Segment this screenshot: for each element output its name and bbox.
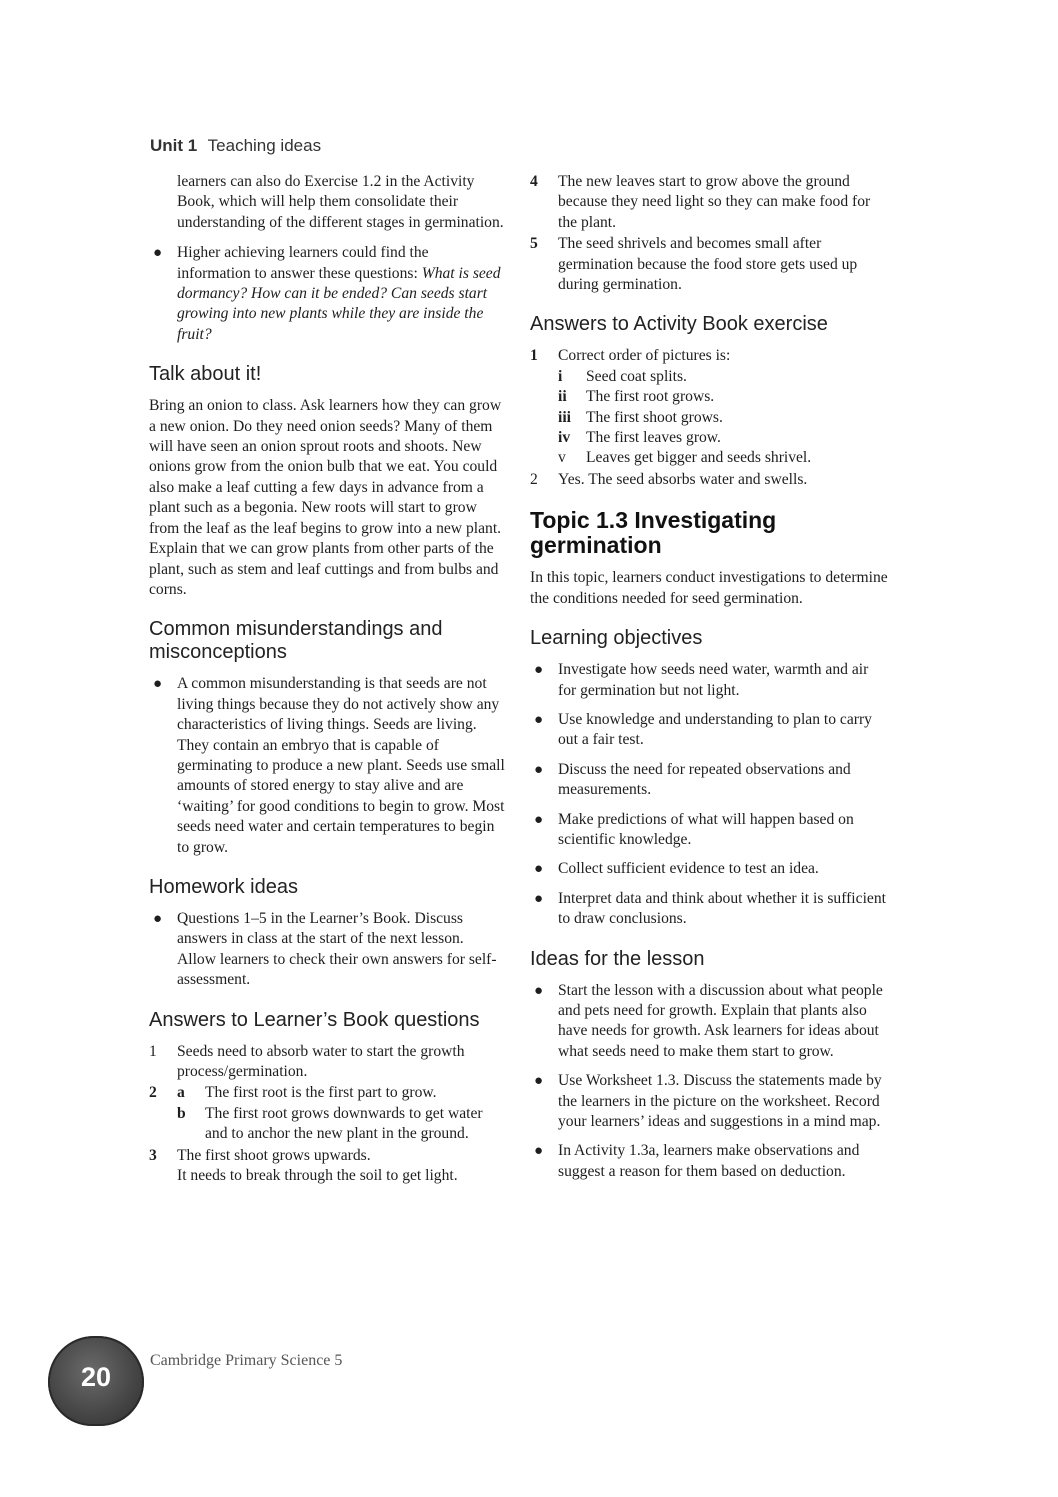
- running-head: [150, 136, 321, 156]
- answer-letter: a: [177, 1084, 185, 1102]
- answer-number: 5: [530, 235, 538, 253]
- objective-text: Investigate how seeds need water, warmth and air for germination but not light.: [558, 661, 869, 699]
- list-item: [149, 674, 505, 858]
- list-item: [149, 1042, 505, 1083]
- answer-number: 2: [149, 1084, 157, 1102]
- picture-order-list: [558, 367, 890, 469]
- answer-text: Correct order of pictures is:: [558, 347, 731, 365]
- list-item: [530, 660, 890, 701]
- topic-intro: In this topic, learners conduct investigations to determine the conditions needed for seed germination.: [530, 569, 888, 607]
- answer-number: 4: [530, 173, 538, 190]
- answer-sublist: [177, 1083, 505, 1144]
- page-number: 20: [80, 1362, 112, 1392]
- ideas-list: [530, 981, 890, 1183]
- homework-heading: Homework ideas: [149, 875, 298, 898]
- answers-lb-continued: [530, 172, 890, 295]
- intro-continuation: learners can also do Exercise 1.2 in the Activity Book, which will help them consolidate their understanding of the different stages in germination.: [177, 173, 504, 231]
- misconceptions-heading: Common misunderstandings and misconceptions: [149, 618, 443, 664]
- list-item: [530, 810, 890, 851]
- objective-text: Discuss the need for repeated observations and measurements.: [558, 760, 851, 799]
- bullet-icon: ●: [534, 811, 544, 828]
- answer-text: The first root is the first part to grow.: [205, 1084, 437, 1102]
- bullet-icon: ●: [153, 676, 163, 693]
- objective-text: Collect sufficient evidence to test an idea.: [558, 860, 819, 878]
- bullet-icon: ●: [534, 890, 544, 907]
- idea-text: In Activity 1.3a, learners make observations and suggest a reason for them based on deduction.: [558, 1142, 860, 1180]
- page-number-badge: [48, 1336, 144, 1426]
- answer-text: The first root grows downwards to get water and to anchor the new plant in the ground.: [205, 1104, 483, 1143]
- answer-text: Seed coat splits.: [586, 367, 687, 385]
- list-item: [530, 710, 890, 751]
- ideas-heading: Ideas for the lesson: [530, 947, 705, 970]
- list-item: [177, 1104, 505, 1145]
- answer-number: 2: [530, 470, 538, 488]
- list-item: [558, 367, 890, 387]
- left-column: [149, 172, 505, 1194]
- answers-ab-list: [530, 346, 890, 490]
- roman-numeral: iii: [558, 408, 571, 426]
- list-item: [530, 889, 890, 930]
- list-item: [558, 428, 890, 448]
- list-item: [530, 859, 890, 879]
- answers-lb-heading: Answers to Learner’s Book questions: [149, 1008, 480, 1031]
- homework-text: Questions 1–5 in the Learner’s Book. Discuss answers in class at the start of the next lesson. Allow learners to check their own answers for self-assessment.: [177, 909, 497, 989]
- unit-subtitle: Teaching ideas: [207, 136, 322, 155]
- answers-ab-heading: Answers to Activity Book exercise: [530, 313, 828, 336]
- answer-text: The first shoot grows upwards.: [177, 1146, 371, 1164]
- bullet-icon: ●: [534, 1073, 544, 1090]
- bullet-icon: ●: [534, 761, 544, 778]
- list-item: [530, 346, 890, 468]
- bullet-icon: ●: [153, 245, 163, 262]
- objective-text: Use knowledge and understanding to plan to carry out a fair test.: [558, 710, 872, 749]
- misconceptions-text: A common misunderstanding is that seeds are not living things because they do not actively show any characteristics of living things. Seeds are living. They contain an embryo that is capable of germinating to produce a new plant. Seeds use small amounts of stored energy to stay alive and are ‘waiting’ for good conditions to begin to grow. Most seeds need water and certain temperatures to begin to grow.: [177, 675, 505, 856]
- objective-text: Interpret data and think about whether it is sufficient to draw conclusions.: [558, 889, 886, 928]
- list-item: [530, 470, 890, 490]
- roman-numeral: v: [558, 449, 566, 467]
- list-item: [149, 909, 505, 991]
- answer-number: 1: [149, 1042, 157, 1060]
- list-item: [530, 234, 890, 295]
- answer-text: Leaves get bigger and seeds shrivel.: [586, 449, 812, 467]
- list-item: [530, 981, 890, 1063]
- answer-text: The first shoot grows.: [586, 408, 723, 426]
- intro-bullet-questions: What is seed dormancy? How can it be ended? Can seeds start growing into new plants while they are inside the fruit?: [177, 264, 501, 343]
- list-item: [530, 172, 890, 233]
- bullet-icon: ●: [534, 982, 544, 999]
- list-item: [177, 1083, 505, 1103]
- topic-heading: Topic 1.3 Investigating germination: [530, 507, 777, 559]
- bullet-icon: ●: [534, 662, 544, 679]
- list-item: [558, 408, 890, 428]
- list-item: [149, 1083, 505, 1144]
- unit-label: Unit 1: [150, 136, 198, 155]
- bullet-icon: ●: [534, 1143, 544, 1160]
- roman-numeral: iv: [558, 429, 571, 447]
- answer-text: The first root grows.: [586, 388, 715, 406]
- idea-text: Use Worksheet 1.3. Discuss the statements made by the learners in the picture on the worksheet. Record your learners’ ideas and suggestions in a mind map.: [558, 1072, 882, 1130]
- list-item: [530, 1141, 890, 1182]
- list-item: [530, 760, 890, 801]
- answers-lb-list: [149, 1042, 505, 1187]
- intro-bullet-lead: Higher achieving learners could find the information to answer these questions:: [177, 244, 429, 282]
- answer-text: It needs to break through the soil to get light.: [177, 1167, 458, 1185]
- answer-text: The seed shrivels and becomes small after germination because the food store gets used up during germination.: [558, 235, 858, 294]
- talk-text: Bring an onion to class. Ask learners how they can grow a new onion. Do they need onion seeds? Many of them will have seen an onion sprout roots and shoots. New onions grow from the onion bulb that we eat. You could also make a leaf cutting a few days in advance from a plant such as a begonia. New roots will start to grow from the leaf as the leaf begins to grow into a new plant. Explain that we can grow plants from other parts of the plant, such as stem and leaf cuttings and from bulbs and corns.: [149, 397, 502, 598]
- answer-text: The new leaves start to grow above the ground because they need light so they can make food for the plant.: [558, 173, 871, 231]
- bullet-icon: ●: [153, 910, 163, 927]
- answer-number: 1: [530, 347, 538, 365]
- bullet-icon: ●: [534, 861, 544, 878]
- roman-numeral: i: [558, 367, 563, 385]
- homework-list: [149, 909, 505, 991]
- misconceptions-list: [149, 674, 505, 858]
- right-column: [530, 172, 890, 1191]
- intro-bullets: [149, 243, 505, 345]
- answer-text: Yes. The seed absorbs water and swells.: [558, 470, 808, 488]
- objectives-heading: Learning objectives: [530, 627, 703, 650]
- list-item: [530, 1071, 890, 1132]
- answer-letter: b: [177, 1104, 186, 1122]
- talk-heading: Talk about it!: [149, 363, 262, 386]
- answer-text: Seeds need to absorb water to start the growth process/germination.: [177, 1042, 465, 1080]
- bullet-icon: ●: [534, 711, 544, 728]
- list-item: [149, 1146, 505, 1187]
- list-item: [558, 448, 890, 468]
- roman-numeral: ii: [558, 388, 567, 406]
- list-item: [558, 387, 890, 407]
- answer-number: 3: [149, 1146, 157, 1164]
- objectives-list: [530, 660, 890, 929]
- idea-text: Start the lesson with a discussion about what people and pets need for growth. Explain that plants also have needs for growth. Ask learners for ideas about what seeds need to make them start to grow.: [558, 981, 883, 1060]
- answer-text: The first leaves grow.: [586, 429, 721, 447]
- list-item: [149, 243, 505, 345]
- book-title: Cambridge Primary Science 5: [150, 1352, 343, 1369]
- objective-text: Make predictions of what will happen based on scientific knowledge.: [558, 810, 854, 848]
